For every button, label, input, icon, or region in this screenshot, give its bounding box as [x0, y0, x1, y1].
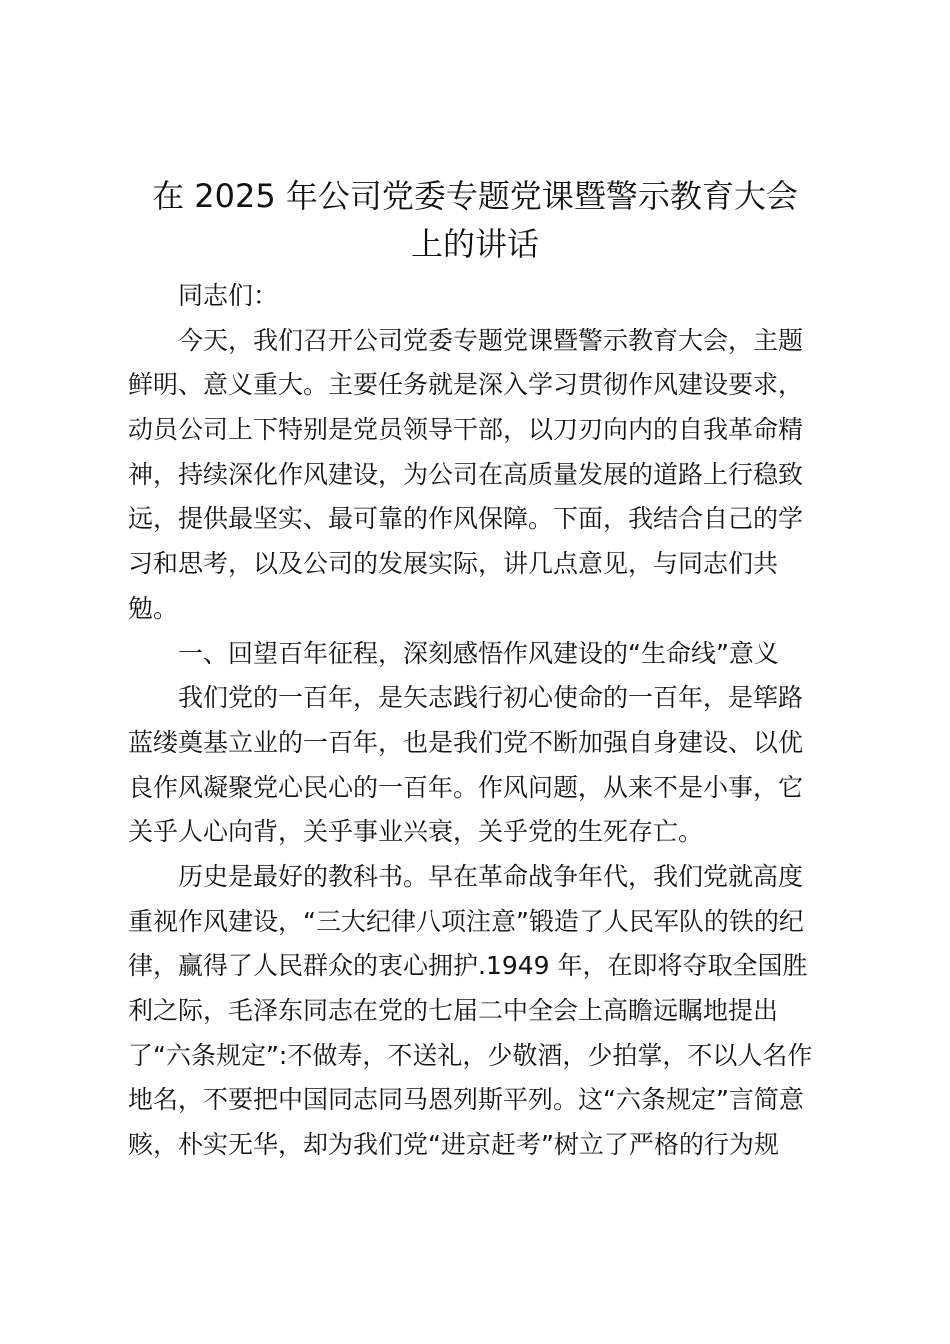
paragraph	[128, 319, 828, 632]
text-line: 鲜明、意义重大。主要任务就是深入学习贯彻作风建设要求，	[128, 370, 804, 400]
salutation: 同志们：	[178, 281, 279, 310]
text-line: 神，持续深化作风建设，为公司在高质量发展的道路上行稳致	[128, 459, 804, 489]
text-line: 习和思考，以及公司的发展实际，讲几点意见，与同志们共	[128, 549, 779, 579]
text-line: 了“六条规定”:不做寿，不送礼，少敬酒，少拍掌，不以人名作	[128, 1040, 813, 1070]
text-line: 远，提供最坚实、最可靠的作风保障。下面，我结合自己的学	[128, 504, 804, 534]
text-line: 勉。	[128, 593, 179, 623]
paragraphs	[128, 319, 828, 1168]
text-line: 今天，我们召开公司党委专题党课暨警示教育大会，主题	[178, 325, 804, 355]
text-line: 我们党的一百年，是矢志践行初心使命的一百年，是筚路	[178, 683, 804, 713]
text-line: 律，赢得了人民群众的衷心拥护.1949 年，在即将夺取全国胜	[128, 951, 808, 981]
paragraph	[128, 632, 828, 677]
text-line: 一、回望百年征程，深刻感悟作风建设的“生命线”意义	[178, 638, 779, 668]
text-line: 动员公司上下特别是党员领导干部，以刀刃向内的自我革命精	[128, 415, 804, 445]
document-body	[128, 274, 828, 1168]
paragraph	[128, 676, 828, 855]
text-line: 利之际，毛泽东同志在党的七届二中全会上高瞻远瞩地提出	[128, 996, 779, 1025]
text-line: 赅，朴实无华，却为我们党“进京赶考”树立了严格的行为规	[128, 1130, 779, 1160]
document-title	[0, 172, 950, 268]
text-line: 重视作风建设，“三大纪律八项注意”锻造了人民军队的铁的纪	[128, 906, 804, 936]
paragraph	[128, 855, 828, 1168]
text-line: 地名，不要把中国同志同马恩列斯平列。这“六条规定”言简意	[128, 1085, 804, 1115]
text-line: 历史是最好的教科书。早在革命战争年代，我们党就高度	[178, 861, 804, 891]
text-line: 良作风凝聚党心民心的一百年。作风问题，从来不是小事，它	[128, 772, 804, 802]
text-line: 关乎人心向背，关乎事业兴衰，关乎党的生死存亡。	[128, 817, 704, 847]
title-line-1: 在 2025 年公司党委专题党课暨警示教育大会	[152, 177, 798, 215]
text-line: 蓝缕奠基立业的一百年，也是我们党不断加强自身建设、以优	[128, 727, 804, 757]
title-line-2: 上的讲话	[410, 225, 539, 263]
